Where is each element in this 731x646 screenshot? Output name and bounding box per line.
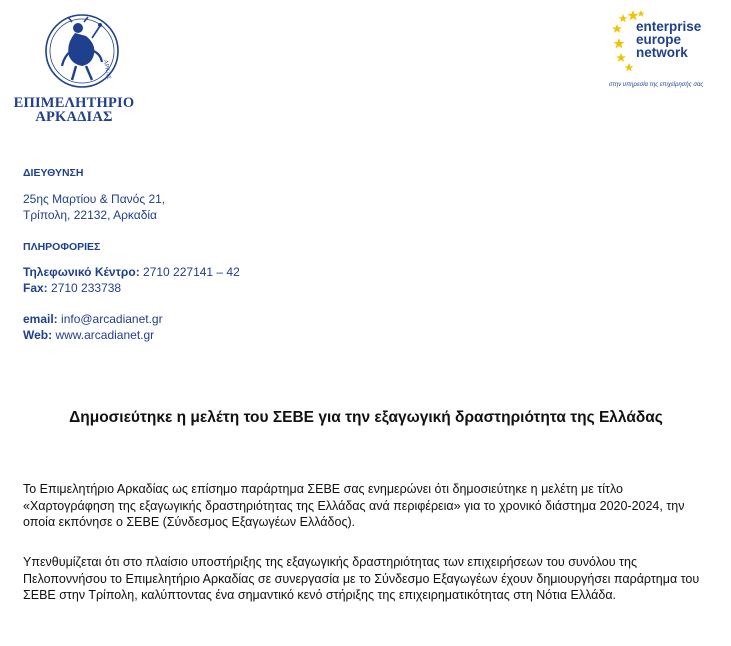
phone-label: Τηλεφωνικό Κέντρο: xyxy=(23,265,140,279)
email-web-block xyxy=(23,311,163,343)
email-label: email: xyxy=(23,312,58,326)
article-paragraph-2: Υπενθυμίζεται ότι στο πλαίσιο υποστήριξης της εξαγωγικής δραστηριότητας των επιχειρήσεων του συνόλου της Πελοποννήσου το Επιμελητήριο Αρκαδίας σε συνεργασία με το Σύνδεσμο Εξαγωγέων έχουν δημιουργήσει παράρτημα του ΣΕΒΕ στην Τρίπολη, καλύπτοντας ένα σημαντικό κενό στήριξης της επιχειρηματικότητας στη Νότια Ελλάδα. xyxy=(23,555,700,602)
chamber-seal-text: ΑΡΚΑΣ xyxy=(102,59,112,80)
een-line1: enterprise xyxy=(636,19,702,34)
web-line xyxy=(23,327,163,343)
article-paragraph-1: Το Επιμελητήριο Αρκαδίας ως επίσημο παράρτημα ΣΕΒΕ σας ενημερώνει ότι δημοσιεύτηκε η μελέτη με τίτλο «Χαρτογράφηση της εξαγωγικής δραστηριότητας της Ελλάδας ανά περιφέρεια» για το χρονικό διάστημα 2020-2024, την οποία εκπόνησε ο ΣΕΒΕ (Σύνδεσμος Εξαγωγέων Ελλάδος). xyxy=(23,482,685,529)
een-logo xyxy=(609,6,719,96)
address-block xyxy=(23,191,165,223)
address-line1: 25ης Μαρτίου & Πανός 21, xyxy=(23,192,166,206)
address-line2: Τρίπολη, 22132, Αρκαδία xyxy=(23,208,157,222)
email-line xyxy=(23,311,163,327)
een-line3: network xyxy=(636,45,688,60)
address-heading: ΔΙΕΥΘΥΝΣΗ xyxy=(23,167,84,179)
email-link[interactable]: info@arcadianet.gr xyxy=(57,312,163,326)
info-heading: ΠΛΗΡΟΦΟΡΙΕΣ xyxy=(23,241,101,253)
phone-value: 2710 227141 – 42 xyxy=(139,265,240,279)
een-tagline: στην υπηρεσία της επιχείρησής σας xyxy=(609,82,704,88)
hermes-seal-icon xyxy=(42,6,122,98)
web-link[interactable]: www.arcadianet.gr xyxy=(52,328,155,342)
phone-line xyxy=(23,264,240,280)
article-title: Δημοσιεύτηκε η μελέτη του ΣΕΒΕ για την εξαγωγική δραστηριότητα της Ελλάδας xyxy=(69,409,663,426)
phone-fax-block xyxy=(23,264,240,296)
fax-line xyxy=(23,280,240,296)
chamber-name xyxy=(0,96,148,124)
chamber-name-line2: ΑΡΚΑΔΙΑΣ xyxy=(35,109,113,125)
chamber-name-line1: ΕΠΙΜΕΛΗΤΗΡΙΟ xyxy=(13,95,135,111)
een-line2: europe xyxy=(636,32,682,47)
web-label: Web: xyxy=(23,328,53,342)
een-wordmark xyxy=(636,20,701,59)
fax-label: Fax: xyxy=(23,281,48,295)
fax-value: 2710 233738 xyxy=(47,281,122,295)
